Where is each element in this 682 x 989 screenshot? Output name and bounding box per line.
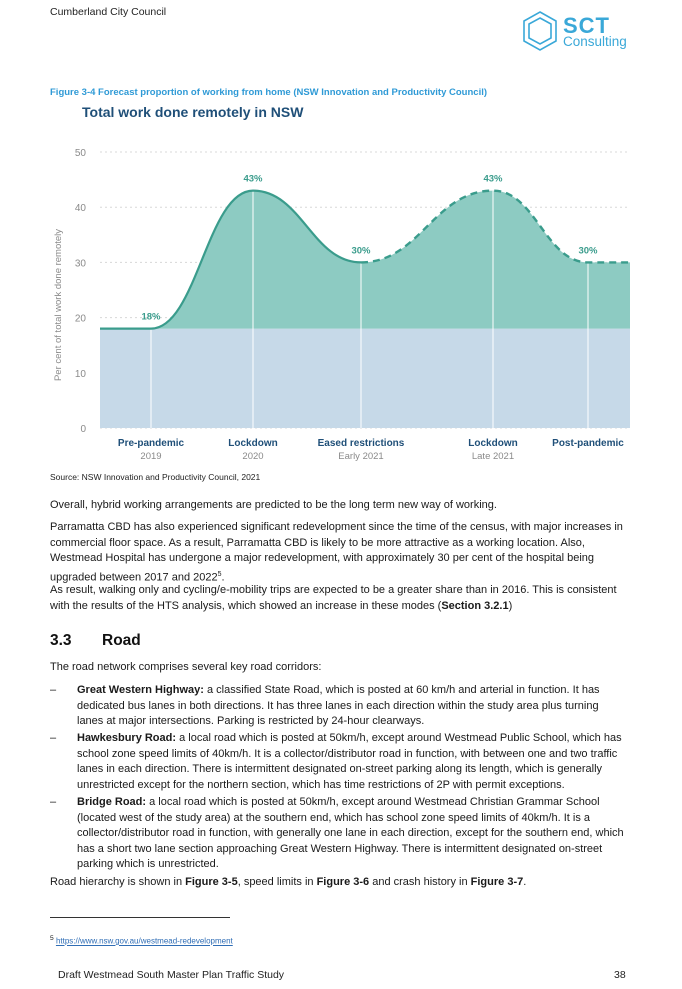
value-label: 30%: [578, 245, 598, 257]
closing-text: , speed limits in: [237, 876, 317, 888]
remote-work-chart: [50, 140, 640, 465]
bullet-dash: –: [50, 684, 57, 696]
x-category-label: Lockdown: [228, 438, 278, 449]
closing-text: Road hierarchy is shown in: [50, 876, 186, 888]
bullet-body: [77, 683, 627, 730]
road-name: Great Western Highway:: [77, 684, 204, 696]
value-label: 18%: [141, 311, 161, 323]
x-category-sublabel: Early 2021: [338, 451, 384, 462]
y-axis-label: Per cent of total work done remotely: [53, 228, 64, 382]
road-name: Hawkesbury Road:: [77, 732, 177, 744]
value-label: 43%: [243, 173, 263, 185]
paragraph-walking-end: ): [508, 599, 513, 612]
page-number: 38: [614, 969, 626, 981]
closing-text: .: [523, 876, 527, 888]
paragraph-parramatta-text: Parramatta CBD has also experienced significant redevelopment since the time of the census, with major increases in commercial floor space. As a result, Parramatta CBD is likely to be more attractive as a working location. Also, Westmead Hospital has undergone a major redevelopment, with approximately 30 per cent of the hospital being upgraded between 2017 and 2022: [50, 521, 623, 584]
x-category-label: Pre-pandemic: [117, 438, 185, 449]
figure-caption: Figure 3-4 Forecast proportion of working from home (NSW Innovation and Productivity Council): [50, 87, 488, 98]
footer-title: Draft Westmead South Master Plan Traffic Study: [58, 969, 285, 981]
figure-ref-3-7: Figure 3-7: [470, 876, 524, 888]
section-title: Road: [102, 632, 141, 649]
section-number: 3.3: [50, 632, 72, 649]
bullet-body: [77, 795, 627, 873]
road-name: Bridge Road:: [77, 796, 147, 808]
bullet-dash: –: [50, 732, 57, 744]
value-label: 43%: [483, 173, 503, 185]
y-tick-label: 50: [74, 148, 86, 159]
figure-ref-3-5: Figure 3-5: [185, 876, 238, 888]
figure-ref-3-6: Figure 3-6: [316, 876, 370, 888]
logo-text-sct: SCT: [563, 13, 610, 38]
footnote: [50, 935, 233, 946]
x-category-label: Lockdown: [468, 438, 518, 449]
x-category-label: Eased restrictions: [317, 438, 405, 449]
value-label: 30%: [351, 245, 371, 257]
x-category-sublabel: 2019: [140, 451, 162, 462]
road-description: a local road which is posted at 50km/h, except around Westmead Public School, which has school zone speed limits of 40km/h. It is a collector/distributor road in function, with between one and two traffic lanes in each direction. There is intermittent designated on-street parking along its length, which is generally unrestricted except for the northern section, which has time restrictions of 2P with permit exceptions.: [77, 732, 622, 791]
section-intro: The road network comprises several key road corridors:: [50, 661, 322, 673]
y-tick-label: 20: [74, 313, 86, 325]
section-ref-link: Section 3.2.1: [441, 599, 509, 612]
paragraph-walking: [50, 583, 630, 614]
closing-paragraph: [50, 875, 630, 891]
footnote-link[interactable]: https://www.nsw.gov.au/westmead-redevelopment: [55, 936, 233, 946]
bullet-dash: –: [50, 796, 57, 808]
y-tick-label: 40: [74, 203, 86, 215]
x-category-sublabel: 2020: [242, 451, 264, 462]
bullet-body: [77, 731, 627, 793]
header-org: Cumberland City Council: [50, 6, 167, 18]
y-tick-label: 30: [74, 258, 86, 270]
chart-title: Total work done remotely in NSW: [82, 104, 304, 120]
section-heading: [50, 632, 141, 650]
x-axis-labels: [118, 438, 624, 462]
footnote-divider: [50, 917, 230, 918]
y-tick-label: 0: [80, 424, 86, 435]
figure-source: Source: NSW Innovation and Productivity Council, 2021: [50, 472, 261, 482]
x-category-sublabel: Late 2021: [471, 451, 515, 462]
baseline-area: [100, 329, 630, 428]
footnote-ref: 5: [217, 570, 222, 578]
hexagon-logo-icon: [524, 12, 556, 50]
paragraph-parramatta: Parramatta CBD has also experienced significant redevelopment since the time of the census, with major increases in commercial floor space. As a result, Parramatta CBD is likely to be more attractive as a working location. Also, Westmead Hospital has undergone a major redevelopment, with approximately 30 per cent of the hospital being upgraded between 2017 and 2022$^5$.: [50, 521, 623, 584]
footnote-number: 5: [50, 935, 54, 942]
road-description: a local road which is posted at 50km/h, except around Westmead Christian Grammar School (located west of the study area) at the southern end, which has school zone speed limits of 40km/h. It is a collector/distributor road in function, with generally one lane in each direction, except for the southern end, which has a short two lane section approaching Great Western Highway. There is intermittent designated on-street parking which is unrestricted.: [77, 796, 624, 870]
paragraph-hybrid: Overall, hybrid working arrangements are predicted to be the long term new way of working.: [50, 499, 497, 511]
closing-text: and crash history in: [369, 876, 471, 888]
logo-text-consulting: Consulting: [563, 34, 627, 49]
y-axis-ticks: [75, 148, 87, 435]
road-description: a classified State Road, which is posted at 60 km/h and arterial in function. It has dedicated bus lanes in both directions. It has three lanes in each direction within the study area plus turning lanes at major intersections. Parking is restricted by 24-hour clearways.: [77, 684, 600, 727]
y-tick-label: 10: [74, 368, 86, 380]
x-category-label: Post-pandemic: [552, 438, 624, 449]
paragraph-walking-text: As result, walking only and cycling/e-mobility trips are expected to be a greater share than in 2016. This is consistent with the results of the HTS analysis, which showed an increase in these modes (: [50, 584, 617, 612]
